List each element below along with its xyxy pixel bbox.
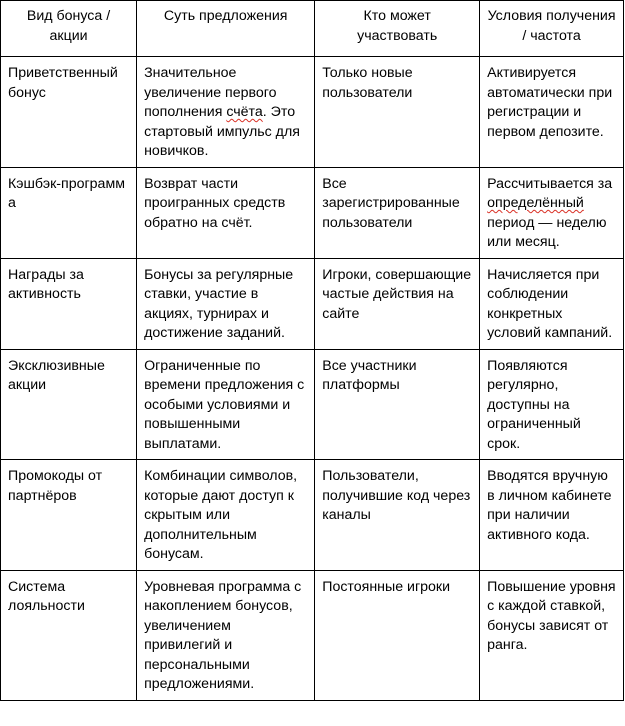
cell-text-part: . Это стартовый импульс для новичков. [144, 104, 300, 159]
cell-conditions: Появляются регулярно, доступны на ограниченный срок. [480, 349, 624, 460]
header-offer-essence: Суть предложения [137, 1, 315, 57]
header-bonus-type: Вид бонуса / акции [1, 1, 137, 57]
cell-eligibility: Все участники платформы [315, 349, 480, 460]
cell-text-part: Рассчитывается за [487, 175, 613, 192]
cell-text-part: Значительное увеличение первого пополнения [144, 65, 277, 120]
cell-offer-essence [137, 57, 315, 168]
cell-eligibility: Все зарегистрированные пользователи [315, 167, 480, 258]
spellcheck-marked-word[interactable]: определённый [487, 195, 584, 211]
header-eligibility: Кто может участвовать [315, 1, 480, 57]
cell-bonus-type: Промокоды от партнёров [1, 460, 137, 571]
cell-conditions: Активируется автоматически при регистрации и первом депозите. [480, 57, 624, 168]
cell-bonus-type: Эксклюзивные акции [1, 349, 137, 460]
cell-bonus-type: Приветственный бонус [1, 57, 137, 168]
cell-conditions: Вводятся вручную в личном кабинете при наличии активного кода. [480, 460, 624, 571]
cell-bonus-type: Кэшбэк-программа [1, 167, 137, 258]
table-row [1, 570, 624, 700]
cell-eligibility: Только новые пользователи [315, 57, 480, 168]
header-conditions: Условия получения / частота [480, 1, 624, 57]
cell-offer-essence: Бонусы за регулярные ставки, участие в акциях, турнирах и достижение заданий. [137, 258, 315, 349]
cell-eligibility: Пользователи, получившие код через каналы [315, 460, 480, 571]
cell-eligibility: Постоянные игроки [315, 570, 480, 700]
cell-bonus-type: Система лояльности [1, 570, 137, 700]
cell-text-part: период — неделю или месяц. [487, 214, 607, 250]
table-row [1, 258, 624, 349]
table-header-row [1, 1, 624, 57]
cell-eligibility: Игроки, совершающие частые действия на сайте [315, 258, 480, 349]
table-row [1, 460, 624, 571]
cell-offer-essence: Возврат части проигранных средств обратно на счёт. [137, 167, 315, 258]
cell-offer-essence: Ограниченные по времени предложения с особыми условиями и повышенными выплатами. [137, 349, 315, 460]
cell-conditions [480, 167, 624, 258]
cell-offer-essence: Уровневая программа с накоплением бонусов, увеличением привилегий и персональными предложениями. [137, 570, 315, 700]
cell-bonus-type: Награды за активность [1, 258, 137, 349]
cell-conditions: Повышение уровня с каждой ставкой, бонусы зависят от ранга. [480, 570, 624, 700]
cell-conditions: Начисляется при соблюдении конкретных условий кампаний. [480, 258, 624, 349]
cell-offer-essence: Комбинации символов, которые дают доступ к скрытым или дополнительным бонусам. [137, 460, 315, 571]
table-row [1, 57, 624, 168]
spellcheck-marked-word[interactable]: счёта [226, 104, 263, 120]
table-row [1, 349, 624, 460]
table-row [1, 167, 624, 258]
